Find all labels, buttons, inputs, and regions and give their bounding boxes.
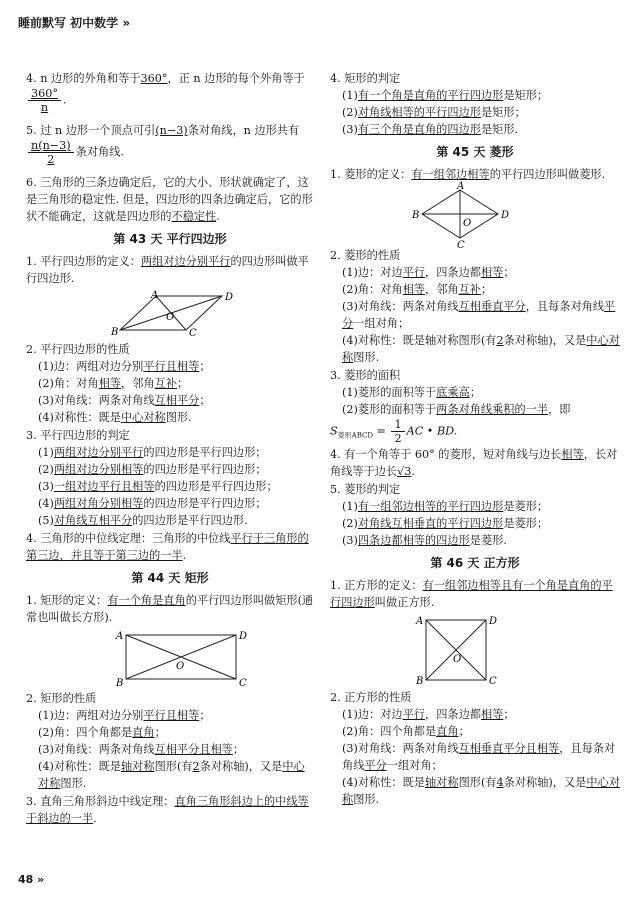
square-properties: 2. 正方形的性质 (1)边：对边平行，四条边都相等； (2)角：四个角都是直角； (3)对角线：两条对角线互相垂直平分且相等，且每条对角线平分一组对角； (4)对称性：既是轴对称图形(有4条对称轴)，又是中心对称图形. [330, 691, 620, 806]
label-A: A [457, 181, 465, 192]
day-44-title: 第 44 天 矩形 [131, 571, 209, 585]
label-C: C [457, 240, 465, 251]
label-B: B [416, 676, 424, 687]
page-header: 睡前默写 初中数学 » [18, 16, 131, 30]
rhombus-definition: 1. 菱形的定义：有一组邻边相等的平行四边形叫做菱形. [330, 168, 606, 181]
day-43-title: 第 43 天 平行四边形 [113, 232, 227, 246]
left-column [26, 70, 314, 828]
right-column [330, 70, 620, 809]
label-O: O [166, 312, 175, 323]
rect-definition: 1. 矩形的定义：有一个角是直角的平行四边形叫做矩形(通常也叫做长方形). [26, 594, 314, 624]
label-D: D [501, 210, 510, 221]
label-A: A [416, 616, 424, 627]
label-O: O [463, 218, 472, 229]
label-C: C [489, 676, 497, 687]
area-formula: $S_{菱形ABCD}$ = $\frac{1}{2}$ AC • BD. [330, 418, 458, 445]
label-A: A [151, 290, 159, 301]
fraction: $\frac{360^\circ}{n}$ [28, 87, 61, 114]
rhombus-60deg: 4. 有一个角等于 60° 的菱形，短对角线与边长相等，长对角线等于边长√3. [330, 448, 618, 478]
label-B: B [412, 210, 420, 221]
q6: 6. 三角形的三条边确定后，它的大小、形状就确定了，这是三角形的稳定性. 但是，四边形的四条边确定后，它的形状不能确定，这就是四边形的不稳定性. [26, 176, 313, 223]
rhombus-figure [330, 181, 620, 251]
label-B: B [111, 327, 119, 338]
rhombus-criteria: 5. 菱形的判定 (1)有一组邻边相等的平行四边形是菱形； (2)对角线互相垂直的平行四边形是菱形； (3)四条边都相等的四边形是菱形. [330, 483, 549, 547]
square-definition: 1. 正方形的定义：有一组邻边相等且有一个角是直角的平行四边形叫做正方形. [330, 579, 613, 609]
label-B: B [116, 678, 124, 689]
q4: 4. n 边形的外角和等于360°，正 n 边形的每个外角等于 $\frac{360^\circ}{n}$ . [26, 72, 305, 114]
pg-properties: 2. 平行四边形的性质 (1)边：两组对边分别平行且相等； (2)角：对角相等，邻角互补； (3)对角线：两条对角线互相平分； (4)对称性：既是中心对称图形. [26, 343, 211, 424]
parallelogram-figure [26, 290, 314, 338]
label-A: A [116, 631, 124, 642]
rhombus-area: 3. 菱形的面积 (1)菱形的面积等于底乘高； (2)菱形的面积等于两条对角线乘积的一半，即 $S_{菱形ABCD}$ = $\frac{1}{2}$ AC • BD. [330, 367, 620, 445]
day-45-title: 第 45 天 菱形 [436, 145, 514, 159]
label-C: C [189, 328, 197, 339]
midline-theorem: 4. 三角形的中位线定理：三角形的中位线平行于三角形的第三边，并且等于第三边的一半. [26, 532, 309, 562]
fraction: $\frac{n(n-3)}{2}$ [28, 139, 74, 166]
label-O: O [176, 661, 185, 672]
pg-criteria: 3. 平行四边形的判定 (1)两组对边分别平行的四边形是平行四边形； (2)两组对边分别相等的四边形是平行四边形； (3)一组对边平行且相等的四边形是平行四边形； (4)两组对角分别相等的四边形是平行四边形； (5)对角线互相平分的四边形是平行四边形. [26, 429, 278, 527]
label-D: D [239, 631, 248, 642]
pg-definition: 1. 平行四边形的定义：两组对边分别平行的四边形叫做平行四边形. [26, 255, 309, 285]
label-D: D [225, 292, 234, 303]
rhombus-properties: 2. 菱形的性质 (1)边：对边平行，四条边都相等； (2)角：对角相等，邻角互补； (3)对角线：两条对角线互相垂直平分，且每条对角线平分一组对角； (4)对称性：既是轴对称图形(有2条对称轴)，又是中心对称图形. [330, 249, 620, 364]
rectangle-figure [26, 629, 314, 687]
page-number: 48 » [18, 873, 45, 886]
rect-properties: 2. 矩形的性质 (1)边：两组对边分别平行且相等； (2)角：四个角都是直角； (3)对角线：两条对角线互相平分且相等； (4)对称性：既是轴对称图形(有2条对称轴)，又是中心对称图形. [26, 692, 305, 790]
label-D: D [489, 616, 498, 627]
day-46-title: 第 46 天 正方形 [430, 556, 520, 570]
label-C: C [239, 678, 247, 689]
square-figure [330, 614, 620, 686]
rect-criteria: 4. 矩形的判定 (1)有一个角是直角的平行四边形是矩形； (2)对角线相等的平行四边形是矩形； (3)有三个角是直角的四边形是矩形. [330, 72, 549, 136]
q5: 5. 过 n 边形一个顶点可引(n−3)条对角线，n 边形共有 $\frac{n(n-3)}{2}$ 条对角线. [26, 124, 300, 166]
right-triangle-median: 3. 直角三角形斜边中线定理：直角三角形斜边上的中线等于斜边的一半. [26, 795, 309, 825]
label-O: O [453, 654, 462, 665]
